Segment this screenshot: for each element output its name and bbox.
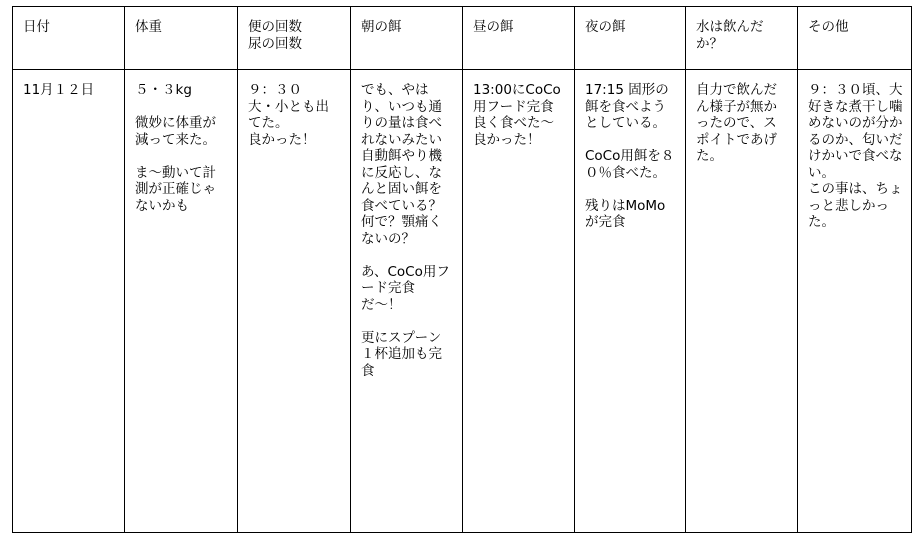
header-stool-urine-count: 便の回数 尿の回数 bbox=[238, 7, 351, 70]
cell-noon-feed: 13:00にCoCo用フード完食 良く食べた〜良かった！ bbox=[463, 70, 575, 533]
cell-other: ９：３０頃、大好きな煮干し噛めないのが分かるのか、匂いだけかいで食べない。 この事は、ちょっと悲しかった。 bbox=[798, 70, 912, 533]
table-row bbox=[13, 70, 912, 533]
cell-weight: ５・３kg 微妙に体重が減って来た。 ま〜動いて計測が正確じゃないかも bbox=[125, 70, 238, 533]
cell-water: 自力で飲んだん様子が無かったので、スポイトであげた。 bbox=[686, 70, 798, 533]
care-log-table bbox=[12, 6, 912, 533]
header-date: 日付 bbox=[13, 7, 125, 70]
header-weight: 体重 bbox=[125, 7, 238, 70]
cell-evening-feed: 17:15 固形の餌を食べようとしている。 CoCo用餌を８０％食べた。 残りはMoMoが完食 bbox=[575, 70, 686, 533]
header-morning-feed: 朝の餌 bbox=[351, 7, 463, 70]
header-row bbox=[13, 7, 912, 70]
cell-morning-feed: でも、やはり、いつも通りの量は食べれないみたい 自動餌やり機に反応し、なんと固い餌を食べている？何で？顎痛くないの？ あ、CoCo用フード完食だ〜！ 更にスプーン１杯追加も完食 bbox=[351, 70, 463, 533]
header-other: その他 bbox=[798, 7, 912, 70]
header-water: 水は飲んだか？ bbox=[686, 7, 798, 70]
header-noon-feed: 昼の餌 bbox=[463, 7, 575, 70]
header-evening-feed: 夜の餌 bbox=[575, 7, 686, 70]
cell-stool-urine-count: ９：３０ 大・小とも出てた。 良かった！ bbox=[238, 70, 351, 533]
cell-date: 11月１２日 bbox=[13, 70, 125, 533]
